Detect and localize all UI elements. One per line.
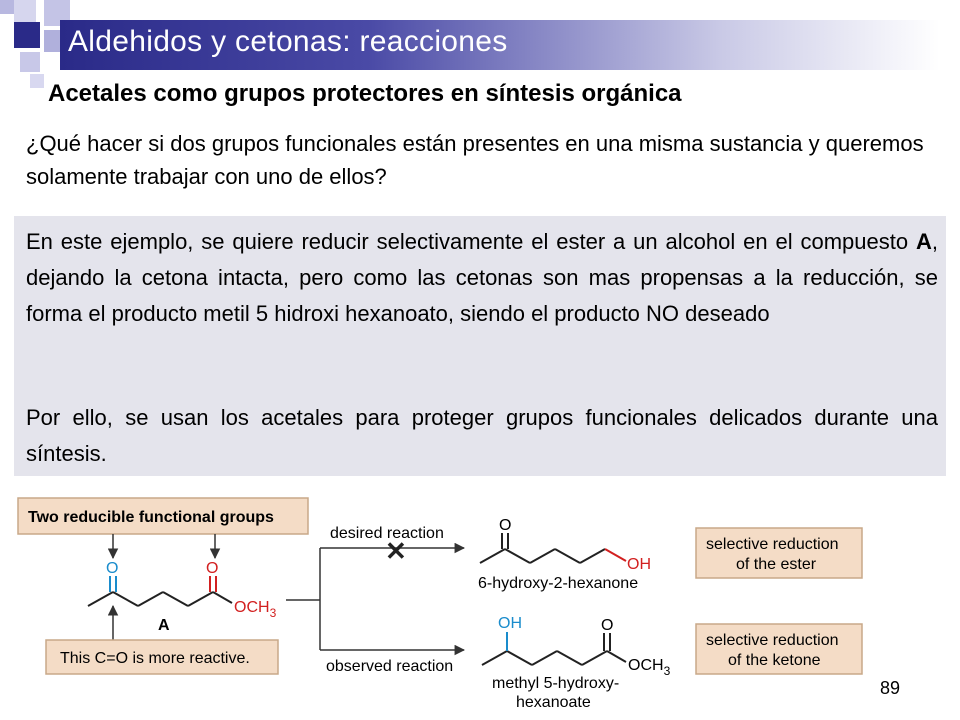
ester-oxygen: O [206, 560, 219, 577]
slide-subtitle: Acetales como grupos protectores en síntesis orgánica [48, 80, 682, 107]
product2-och3: $OCH_3$ [628, 657, 671, 678]
slide-title: Aldehidos y cetonas: reacciones [68, 25, 508, 58]
product2-oxygen: O [601, 617, 614, 634]
ester-reduction-line1: selective reduction [706, 536, 839, 553]
product2-name-line1: methyl 5-hydroxy- [492, 675, 620, 692]
ketone-oxygen: O [106, 560, 119, 577]
ester-reduction-line2: of the ester [736, 556, 817, 573]
ketone-reduction-line2: of the ketone [728, 652, 821, 669]
desired-reaction-label: desired reaction [330, 525, 444, 542]
page-number: 89 [880, 678, 901, 698]
product2-structure [482, 632, 626, 665]
para1-text-b: , dejando la cetona intacta, pero como las cetonas son mas propensas a la reducción, se forma el producto metil 5 hidroxi hexanoato, siendo el producto NO deseado [26, 229, 938, 326]
product2-name-line2: hexanoate [516, 694, 591, 711]
compound-a-ref: A [915, 229, 932, 254]
ketone-reduction-line1: selective reduction [706, 632, 839, 649]
product1-name: 6-hydroxy-2-hexanone [478, 575, 639, 592]
compound-a-structure [88, 576, 232, 606]
product1-structure [480, 533, 626, 563]
explanation-paragraph-2: Por ello, se usan los acetales para proteger grupos funcionales delicados durante una síntesis. [26, 405, 938, 466]
product2-hydroxyl: OH [498, 615, 522, 632]
reaction-arrows [286, 548, 464, 650]
para1-text-a: En este ejemplo, se quiere reducir selectivamente el ester a un alcohol en el compuesto [26, 229, 916, 254]
product1-hydroxyl: OH [627, 556, 651, 573]
observed-reaction-label: observed reaction [326, 658, 454, 675]
blocked-reaction-cross: ✕ [385, 536, 407, 566]
two-groups-label: Two reducible functional groups [28, 509, 274, 526]
reactive-label: This C=O is more reactive. [60, 650, 250, 667]
product1-oxygen: O [499, 517, 512, 534]
question-text: ¿Qué hacer si dos grupos funcionales están presentes en una misma sustancia y queremos solamente trabajar con uno de ellos? [26, 131, 924, 189]
ester-och3: $OCH_3$ [234, 599, 277, 620]
compound-a-label: A [158, 617, 170, 634]
